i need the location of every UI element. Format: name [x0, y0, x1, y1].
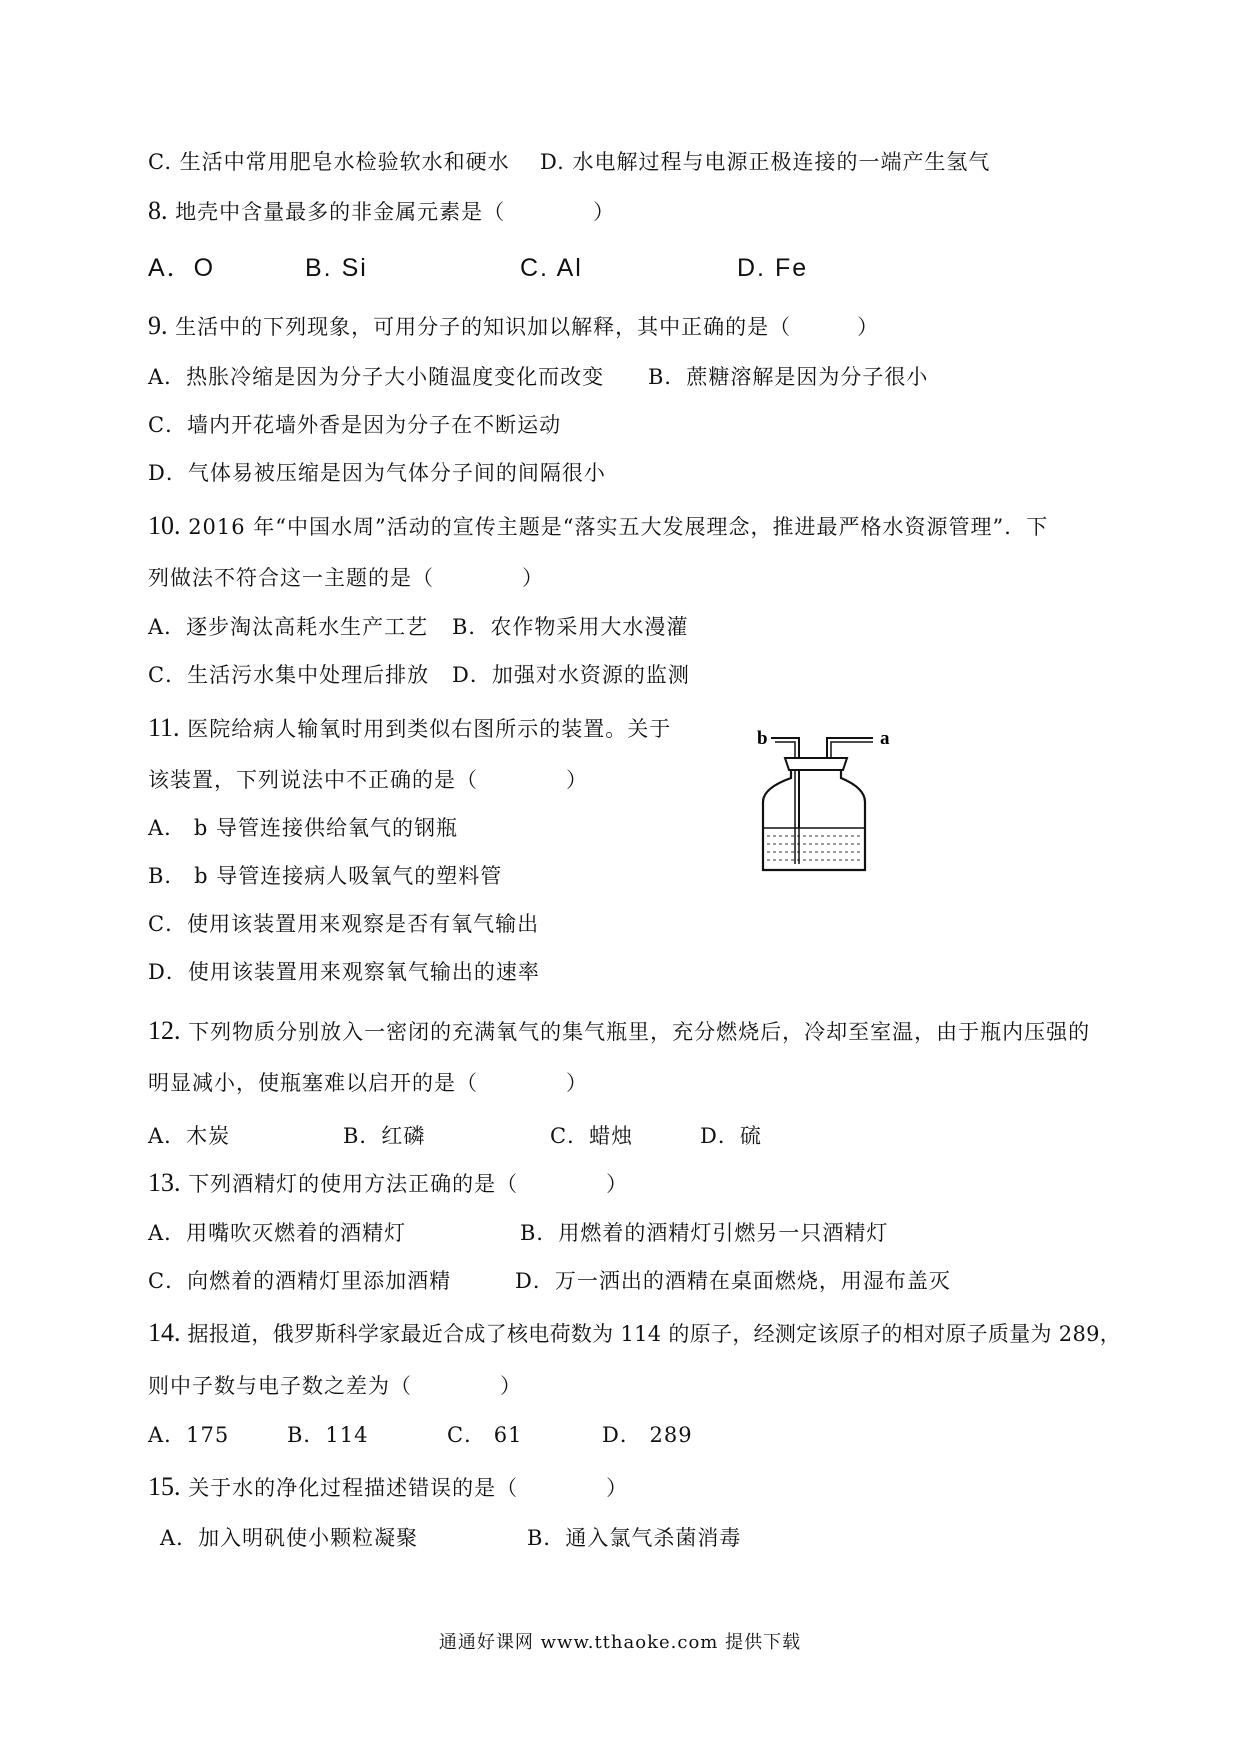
- q13-option-d: D．万一洒出的酒精在桌面燃烧，用湿布盖灭: [515, 1269, 951, 1293]
- q13-option-b: B．用燃着的酒精灯引燃另一只酒精灯: [520, 1221, 889, 1245]
- q10-option-d: D．加强对水资源的监测: [452, 663, 690, 687]
- q9-option-a: A．热胀冷缩是因为分子大小随温度变化而改变: [148, 365, 605, 389]
- q9-option-d: D．气体易被压缩是因为气体分子间的间隔很小: [148, 461, 606, 485]
- q11-number: 11.: [148, 713, 180, 742]
- q9-question: [148, 313, 879, 339]
- q12-question: [148, 1018, 1090, 1044]
- q15-stem: 关于水的净化过程描述错误的是（ ）: [188, 1476, 629, 1500]
- q12-option-a: A．木炭: [148, 1124, 231, 1148]
- q11-stem-line2: 该装置，下列说法中不正确的是（ ）: [148, 768, 588, 792]
- q11-question: [148, 715, 671, 741]
- q8-option-a: A．O: [148, 254, 216, 282]
- q11-option-b: B． b 导管连接病人吸氧气的塑料管: [148, 864, 503, 888]
- q14-option-a: A．175: [148, 1423, 230, 1447]
- q12-option-d: D．硫: [700, 1124, 762, 1148]
- q12-option-c: C．蜡烛: [550, 1124, 634, 1148]
- q11-option-d: D．使用该装置用来观察氧气输出的速率: [148, 960, 540, 984]
- q13-option-a: A．用嘴吹灭燃着的酒精灯: [148, 1221, 407, 1245]
- q14-option-c: C． 61: [447, 1423, 523, 1447]
- q10-number: 10.: [148, 511, 181, 540]
- q10-stem-line1: 2016 年“中国水周”活动的宣传主题是“落实五大发展理念，推进最严格水资源管理”．下: [188, 515, 1049, 539]
- q15-option-b: B．通入氯气杀菌消毒: [527, 1526, 742, 1550]
- q14-number: 14.: [148, 1318, 181, 1347]
- q10-option-b: B．农作物采用大水漫灌: [452, 615, 689, 639]
- figure-label-a: a: [880, 730, 890, 749]
- q9-stem: 生活中的下列现象，可用分子的知识加以解释，其中正确的是（ ）: [175, 315, 880, 339]
- q15-number: 15.: [148, 1472, 181, 1501]
- q14-option-d: D． 289: [602, 1423, 693, 1447]
- q10-stem-line2: 列做法不符合这一主题的是（ ）: [148, 566, 544, 590]
- q9-option-c: C．墙内开花墙外香是因为分子在不断运动: [148, 413, 562, 437]
- q11-option-a: A． b 导管连接供给氧气的钢瓶: [148, 816, 458, 840]
- q15-question: [148, 1474, 628, 1500]
- q15-option-a: A．加入明矾使小颗粒凝聚: [160, 1526, 419, 1550]
- q13-number: 13.: [148, 1168, 181, 1197]
- q7-option-d: D. 水电解过程与电源正极连接的一端产生氢气: [540, 150, 991, 174]
- q11-option-c: C．使用该装置用来观察是否有氧气输出: [148, 912, 540, 936]
- q10-option-c: C．生活污水集中处理后排放: [148, 663, 430, 687]
- figure-label-b: b: [757, 730, 768, 749]
- q8-stem: 地壳中含量最多的非金属元素是（ ）: [175, 200, 616, 224]
- q13-question: [148, 1170, 628, 1196]
- q11-stem-line1: 医院给病人输氧时用到类似右图所示的装置。关于: [187, 717, 672, 741]
- q9-option-b: B．蔗糖溶解是因为分子很小: [648, 365, 929, 389]
- q12-option-b: B．红磷: [343, 1124, 426, 1148]
- q14-stem-line2: 则中子数与电子数之差为（ ）: [148, 1374, 522, 1398]
- gas-washing-bottle-figure: [755, 730, 915, 880]
- q8-option-d: D. Fe: [737, 254, 809, 282]
- q7-option-c: C. 生活中常用肥皂水检验软水和硬水: [148, 150, 510, 174]
- q12-number: 12.: [148, 1016, 181, 1045]
- footer-source: 通通好课网 www.tthaoke.com 提供下载: [438, 1632, 802, 1653]
- q9-number: 9.: [148, 311, 168, 340]
- q13-option-c: C．向燃着的酒精灯里添加酒精: [148, 1269, 452, 1293]
- q14-option-b: B．114: [287, 1423, 369, 1447]
- q8-number: 8.: [148, 196, 168, 225]
- q12-stem-line2: 明显减小，使瓶塞难以启开的是（ ）: [148, 1071, 588, 1095]
- q13-stem: 下列酒精灯的使用方法正确的是（ ）: [188, 1172, 629, 1196]
- q10-question: [148, 513, 1048, 539]
- q8-question: [148, 198, 615, 224]
- q10-option-a: A．逐步淘汰高耗水生产工艺: [148, 615, 429, 639]
- q14-stem-line1: 据报道，俄罗斯科学家最近合成了核电荷数为 114 的原子，经测定该原子的相对原子质量为 289，: [187, 1322, 1122, 1346]
- q8-option-b: B. Si: [305, 254, 368, 282]
- q12-stem-line1: 下列物质分别放入一密闭的充满氧气的集气瓶里，充分燃烧后，冷却至室温，由于瓶内压强的: [188, 1020, 1091, 1044]
- q14-question: [148, 1320, 1121, 1346]
- q8-option-c: C. Al: [520, 254, 583, 282]
